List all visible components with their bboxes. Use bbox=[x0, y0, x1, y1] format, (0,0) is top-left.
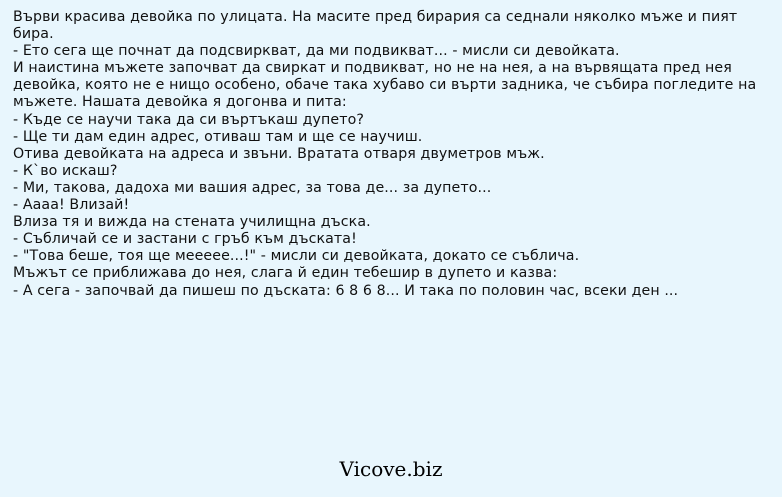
joke-line: - Къде се научи така да си въртъкаш дупето? bbox=[13, 111, 364, 128]
joke-line: Влиза тя и вижда на стената училищна дъска. bbox=[13, 214, 371, 231]
joke-line: Мъжът се приближава до нея, слага й един тебешир в дупето и казва: bbox=[13, 265, 558, 282]
joke-line: - Събличай се и застани с гръб към дъската! bbox=[13, 231, 357, 248]
joke-line: - Ще ти дам един адрес, отиваш там и ще се научиш. bbox=[13, 128, 423, 145]
joke-line: И наистина мъжете започват да свиркат и подвикват, но не на нея, а на вървящата пред нея девойка, която не е нищо особено, обаче така хубаво си върти задника, че събира погледите на мъжете. Нашата девойка я догонва и пита: bbox=[13, 60, 757, 111]
joke-line: Отива девойката на адреса и звъни. Вратата отваря двуметров мъж. bbox=[13, 145, 545, 162]
joke-line: - Ми, такова, дадоха ми вашия адрес, за това де... за дупето... bbox=[13, 179, 492, 196]
joke-line: - К`во искаш? bbox=[13, 162, 118, 179]
joke-line: - "Това беше, тоя ще мееееe...!" - мисли си девойката, докато се съблича. bbox=[13, 248, 580, 265]
joke-line: Върви красива девойка по улицата. На масите пред бирария са седнали няколко мъже и пият бира. bbox=[13, 9, 738, 43]
joke-line: - А сега - започвай да пишеш по дъската: 6 8 6 8... И така по половин час, всеки ден ... bbox=[13, 282, 679, 299]
joke-line: - Аааа! Влизай! bbox=[13, 197, 130, 214]
joke-text bbox=[13, 9, 768, 300]
joke-line: - Ето сега ще почнат да подсвиркват, да ми подвикват... - мисли си девойката. bbox=[13, 43, 620, 60]
site-watermark: Vicove.biz bbox=[339, 457, 443, 481]
